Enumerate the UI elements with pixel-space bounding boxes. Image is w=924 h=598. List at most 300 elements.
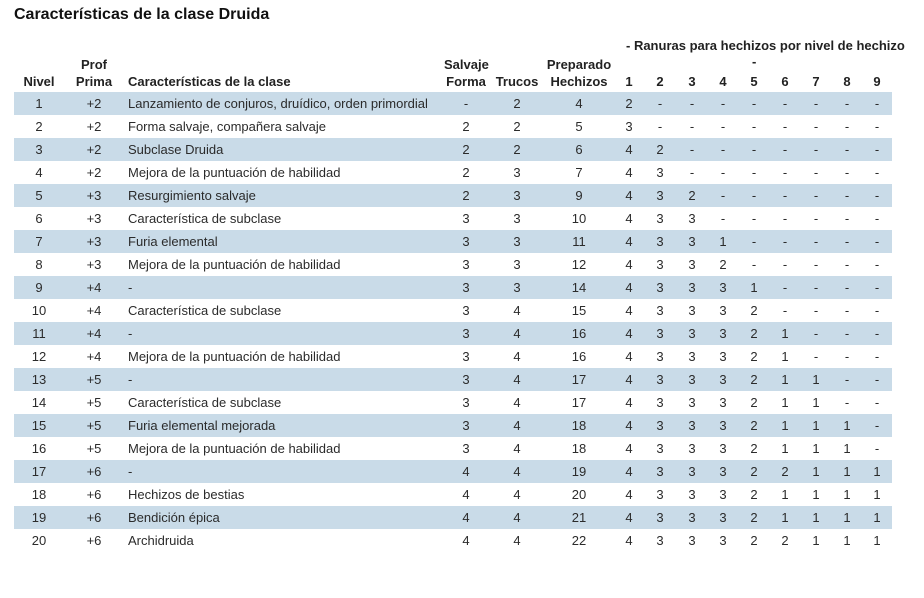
features-cell: Archidruida: [124, 529, 442, 552]
proficiency-cell: +3: [64, 207, 124, 230]
wild-shape-cell: -: [442, 92, 490, 115]
spell-slot-cell: -: [832, 115, 862, 138]
spell-slot-cell: 2: [738, 299, 770, 322]
spell-slot-cell: 3: [708, 322, 738, 345]
level-cell: 3: [14, 138, 64, 161]
proficiency-cell: +3: [64, 184, 124, 207]
spell-slot-cell: 3: [676, 414, 708, 437]
header-slot-level: 5: [750, 74, 758, 89]
wild-shape-cell: 2: [442, 138, 490, 161]
features-cell: -: [124, 322, 442, 345]
proficiency-cell: +5: [64, 368, 124, 391]
spell-slot-cell: -: [832, 161, 862, 184]
spell-slot-cell: 3: [676, 368, 708, 391]
spell-slot-cell: 4: [614, 322, 644, 345]
spell-slot-cell: -: [800, 161, 832, 184]
spell-slot-cell: 3: [708, 506, 738, 529]
prepared-spells-cell: 18: [544, 437, 614, 460]
spell-slot-cell: -: [676, 92, 708, 115]
table-row: [14, 483, 892, 506]
table-header-row: [14, 56, 892, 92]
wild-shape-cell: 4: [442, 529, 490, 552]
spell-slot-cell: 4: [614, 414, 644, 437]
spell-slot-cell: -: [832, 230, 862, 253]
druid-class-table: [14, 56, 892, 552]
spell-slot-cell: 4: [614, 253, 644, 276]
table-row: [14, 299, 892, 322]
spell-slot-cell: -: [862, 322, 892, 345]
spell-slot-cell: -: [738, 92, 770, 115]
spell-slot-cell: -: [832, 92, 862, 115]
spell-slot-cell: 1: [800, 483, 832, 506]
spell-slot-cell: -: [800, 138, 832, 161]
features-cell: -: [124, 276, 442, 299]
spell-slot-cell: -: [770, 207, 800, 230]
spell-slot-cell: 1: [770, 368, 800, 391]
spell-slot-cell: 2: [738, 460, 770, 483]
spell-slot-cell: 3: [708, 529, 738, 552]
spell-slot-cell: 3: [676, 230, 708, 253]
wild-shape-cell: 2: [442, 184, 490, 207]
prepared-spells-cell: 15: [544, 299, 614, 322]
level-cell: 15: [14, 414, 64, 437]
spell-slot-cell: 3: [676, 253, 708, 276]
spell-slot-cell: 3: [644, 345, 676, 368]
spell-slot-cell: 1: [832, 506, 862, 529]
table-row: [14, 115, 892, 138]
spell-slot-cell: 2: [738, 345, 770, 368]
spell-slot-cell: 1: [800, 460, 832, 483]
spell-slot-cell: -: [770, 161, 800, 184]
spell-slot-cell: 3: [676, 483, 708, 506]
spell-slot-cell: 3: [676, 322, 708, 345]
cantrips-cell: 3: [490, 207, 544, 230]
spell-slot-cell: -: [708, 92, 738, 115]
prepared-spells-cell: 5: [544, 115, 614, 138]
prepared-spells-cell: 18: [544, 414, 614, 437]
spell-slot-cell: 1: [832, 460, 862, 483]
spell-slot-cell: 4: [614, 207, 644, 230]
features-cell: Mejora de la puntuación de habilidad: [124, 161, 442, 184]
spell-slot-cell: 3: [644, 368, 676, 391]
wild-shape-cell: 3: [442, 345, 490, 368]
cantrips-cell: 4: [490, 299, 544, 322]
prepared-spells-cell: 17: [544, 368, 614, 391]
level-cell: 2: [14, 115, 64, 138]
prepared-spells-cell: 6: [544, 138, 614, 161]
spell-slot-cell: 1: [832, 437, 862, 460]
wild-shape-cell: 3: [442, 391, 490, 414]
cantrips-cell: 4: [490, 345, 544, 368]
proficiency-cell: +6: [64, 483, 124, 506]
spell-slot-cell: -: [862, 345, 892, 368]
table-row: [14, 345, 892, 368]
spell-slot-cell: 1: [738, 276, 770, 299]
spell-slot-cell: 3: [676, 506, 708, 529]
header-slot-level: 3: [688, 74, 696, 89]
spell-slot-cell: -: [832, 368, 862, 391]
spell-slot-cell: -: [862, 253, 892, 276]
spell-slot-cell: 3: [708, 483, 738, 506]
spell-slot-cell: 3: [676, 460, 708, 483]
proficiency-cell: +6: [64, 460, 124, 483]
features-cell: Mejora de la puntuación de habilidad: [124, 345, 442, 368]
prepared-spells-cell: 9: [544, 184, 614, 207]
features-cell: Lanzamiento de conjuros, druídico, orden primordial: [124, 92, 442, 115]
table-body: [14, 92, 892, 552]
spell-slot-cell: 3: [644, 230, 676, 253]
level-cell: 10: [14, 299, 64, 322]
table-row: [14, 322, 892, 345]
level-cell: 4: [14, 161, 64, 184]
spell-slot-cell: -: [738, 230, 770, 253]
spell-slots-caption: - Ranuras para hechizos por nivel de hechizo: [626, 38, 905, 53]
spell-slot-cell: 1: [800, 506, 832, 529]
spell-slot-cell: 4: [614, 138, 644, 161]
spell-slot-cell: -: [800, 184, 832, 207]
wild-shape-cell: 4: [442, 483, 490, 506]
spell-slot-cell: -: [708, 115, 738, 138]
header-proficiency: Prof Prima: [75, 57, 113, 89]
features-cell: Mejora de la puntuación de habilidad: [124, 437, 442, 460]
spell-slot-cell: 4: [614, 299, 644, 322]
wild-shape-cell: 3: [442, 299, 490, 322]
spell-slot-cell: 3: [644, 506, 676, 529]
proficiency-cell: +6: [64, 529, 124, 552]
spell-slot-cell: -: [862, 207, 892, 230]
spell-slot-cell: -: [708, 184, 738, 207]
prepared-spells-cell: 4: [544, 92, 614, 115]
spell-slot-cell: 3: [708, 299, 738, 322]
header-features: Características de la clase: [128, 74, 291, 89]
header-wild-shape: Salvaje Forma: [444, 57, 489, 89]
header-cantrips: Trucos: [495, 74, 539, 89]
spell-slot-cell: 3: [676, 529, 708, 552]
features-cell: -: [124, 368, 442, 391]
spell-slot-cell: 3: [644, 161, 676, 184]
proficiency-cell: +5: [64, 414, 124, 437]
spell-slot-cell: -: [708, 138, 738, 161]
spell-slot-cell: -: [738, 115, 770, 138]
level-cell: 12: [14, 345, 64, 368]
spell-slot-cell: 3: [644, 437, 676, 460]
spell-slot-cell: -: [862, 391, 892, 414]
cantrips-cell: 4: [490, 483, 544, 506]
spell-slot-cell: 2: [738, 414, 770, 437]
level-cell: 17: [14, 460, 64, 483]
prepared-spells-cell: 7: [544, 161, 614, 184]
spell-slot-cell: 4: [614, 184, 644, 207]
level-cell: 18: [14, 483, 64, 506]
spell-slot-cell: 1: [832, 529, 862, 552]
wild-shape-cell: 3: [442, 230, 490, 253]
spell-slot-cell: 3: [644, 414, 676, 437]
spell-slot-cell: 2: [738, 506, 770, 529]
header-slot-level: 2: [656, 74, 664, 89]
cantrips-cell: 4: [490, 391, 544, 414]
proficiency-cell: +2: [64, 138, 124, 161]
spell-slot-cell: -: [770, 115, 800, 138]
spell-slot-cell: -: [832, 391, 862, 414]
level-cell: 20: [14, 529, 64, 552]
proficiency-cell: +3: [64, 230, 124, 253]
spell-slot-cell: 1: [832, 414, 862, 437]
spell-slot-cell: -: [832, 207, 862, 230]
spell-slot-cell: 1: [862, 460, 892, 483]
spell-slot-cell: 3: [644, 322, 676, 345]
spell-slot-cell: 3: [614, 115, 644, 138]
header-level: Nivel: [23, 74, 55, 89]
cantrips-cell: 4: [490, 529, 544, 552]
prepared-spells-cell: 22: [544, 529, 614, 552]
spell-slot-cell: -: [862, 184, 892, 207]
spell-slot-cell: 3: [708, 391, 738, 414]
prepared-spells-cell: 11: [544, 230, 614, 253]
proficiency-cell: +2: [64, 92, 124, 115]
proficiency-cell: +2: [64, 161, 124, 184]
table-row: [14, 368, 892, 391]
proficiency-cell: +4: [64, 276, 124, 299]
spell-slot-cell: 2: [644, 138, 676, 161]
spell-slot-cell: 1: [800, 529, 832, 552]
table-row: [14, 184, 892, 207]
header-slot-level: 7: [812, 74, 820, 89]
spell-slot-cell: 4: [614, 368, 644, 391]
table-row: [14, 207, 892, 230]
spell-slot-cell: 3: [676, 345, 708, 368]
spell-slot-cell: -: [708, 161, 738, 184]
prepared-spells-cell: 19: [544, 460, 614, 483]
page-title: Características de la clase Druida: [14, 6, 270, 23]
wild-shape-cell: 4: [442, 460, 490, 483]
cantrips-cell: 4: [490, 322, 544, 345]
spell-slot-cell: -: [738, 253, 770, 276]
header-slot-level: 1: [625, 74, 633, 89]
spell-slot-cell: -: [862, 368, 892, 391]
spell-slot-cell: -: [800, 299, 832, 322]
table-row: [14, 230, 892, 253]
spell-slot-cell: -: [644, 92, 676, 115]
proficiency-cell: +6: [64, 506, 124, 529]
table-row: [14, 529, 892, 552]
spell-slot-cell: -: [862, 276, 892, 299]
spell-slot-cell: -: [800, 92, 832, 115]
spell-slot-cell: 4: [614, 483, 644, 506]
spell-slot-cell: 4: [614, 437, 644, 460]
spell-slot-cell: 2: [708, 253, 738, 276]
header-slot-level: 9: [873, 74, 881, 89]
spell-slot-cell: 1: [708, 230, 738, 253]
cantrips-cell: 3: [490, 230, 544, 253]
cantrips-cell: 2: [490, 92, 544, 115]
spell-slot-cell: 1: [800, 368, 832, 391]
spell-slot-cell: 3: [708, 460, 738, 483]
spell-slot-cell: -: [676, 138, 708, 161]
features-cell: Resurgimiento salvaje: [124, 184, 442, 207]
spell-slot-cell: 2: [738, 391, 770, 414]
proficiency-cell: +2: [64, 115, 124, 138]
spell-slot-cell: 3: [644, 207, 676, 230]
wild-shape-cell: 4: [442, 506, 490, 529]
spell-slot-cell: 2: [676, 184, 708, 207]
prepared-spells-cell: 21: [544, 506, 614, 529]
spell-slot-cell: 2: [770, 529, 800, 552]
spell-slot-cell: 1: [832, 483, 862, 506]
spell-slot-cell: -: [862, 299, 892, 322]
table-row: [14, 391, 892, 414]
proficiency-cell: +3: [64, 253, 124, 276]
level-cell: 16: [14, 437, 64, 460]
spell-slot-cell: -: [738, 184, 770, 207]
spell-slot-cell: -: [738, 161, 770, 184]
spell-slot-cell: -: [832, 299, 862, 322]
cantrips-cell: 3: [490, 161, 544, 184]
spell-slot-cell: 1: [800, 391, 832, 414]
header-slot-level: 4: [719, 74, 727, 89]
spell-slot-cell: -: [862, 115, 892, 138]
level-cell: 7: [14, 230, 64, 253]
wild-shape-cell: 3: [442, 414, 490, 437]
spell-slot-cell: 3: [644, 253, 676, 276]
spell-slot-cell: 3: [676, 299, 708, 322]
level-cell: 5: [14, 184, 64, 207]
spell-slot-cell: 2: [738, 368, 770, 391]
cantrips-cell: 4: [490, 437, 544, 460]
spell-slot-cell: 3: [644, 184, 676, 207]
spell-slot-cell: 3: [676, 391, 708, 414]
cantrips-cell: 4: [490, 368, 544, 391]
level-cell: 6: [14, 207, 64, 230]
prepared-spells-cell: 16: [544, 322, 614, 345]
spell-slot-cell: -: [832, 276, 862, 299]
spell-slot-cell: 1: [770, 345, 800, 368]
spell-slot-cell: -: [770, 92, 800, 115]
cantrips-cell: 4: [490, 460, 544, 483]
spell-slot-cell: 4: [614, 506, 644, 529]
spell-slot-cell: 4: [614, 529, 644, 552]
spell-slot-cell: 3: [644, 299, 676, 322]
spell-slot-cell: 4: [614, 460, 644, 483]
level-cell: 1: [14, 92, 64, 115]
header-slot-level: 8: [843, 74, 851, 89]
spell-slot-cell: 1: [800, 414, 832, 437]
spell-slot-cell: -: [862, 437, 892, 460]
spell-slot-cell: 1: [770, 506, 800, 529]
table-row: [14, 437, 892, 460]
features-cell: Subclase Druida: [124, 138, 442, 161]
spell-slot-cell: -: [800, 322, 832, 345]
spell-slot-cell: 3: [676, 437, 708, 460]
proficiency-cell: +5: [64, 391, 124, 414]
spell-slot-cell: -: [800, 207, 832, 230]
cantrips-cell: 2: [490, 138, 544, 161]
wild-shape-cell: 2: [442, 161, 490, 184]
level-cell: 14: [14, 391, 64, 414]
spell-slot-cell: -: [770, 184, 800, 207]
spell-slot-cell: 3: [708, 345, 738, 368]
spell-slot-cell: 3: [676, 276, 708, 299]
spell-slot-cell: -: [862, 92, 892, 115]
cantrips-cell: 2: [490, 115, 544, 138]
features-cell: Furia elemental mejorada: [124, 414, 442, 437]
spell-slot-cell: 3: [644, 483, 676, 506]
table-row: [14, 253, 892, 276]
spell-slot-cell: 4: [614, 230, 644, 253]
spell-slot-cell: -: [676, 161, 708, 184]
spell-slot-cell: -: [862, 161, 892, 184]
level-cell: 9: [14, 276, 64, 299]
spell-slot-cell: -: [708, 207, 738, 230]
spell-slot-cell: 1: [770, 483, 800, 506]
spell-slot-cell: 2: [738, 529, 770, 552]
spell-slot-cell: -: [862, 414, 892, 437]
spell-slot-cell: -: [862, 230, 892, 253]
spell-slot-cell: 3: [644, 529, 676, 552]
spell-slot-cell: 2: [738, 483, 770, 506]
spell-slot-cell: -: [832, 184, 862, 207]
proficiency-cell: +4: [64, 299, 124, 322]
spell-slot-cell: -: [676, 115, 708, 138]
spell-slot-cell: 3: [708, 368, 738, 391]
prepared-spells-cell: 16: [544, 345, 614, 368]
spell-slot-cell: 3: [644, 276, 676, 299]
wild-shape-cell: 3: [442, 368, 490, 391]
spell-slot-cell: 3: [708, 276, 738, 299]
cantrips-cell: 3: [490, 276, 544, 299]
wild-shape-cell: 3: [442, 437, 490, 460]
features-cell: Forma salvaje, compañera salvaje: [124, 115, 442, 138]
wild-shape-cell: 3: [442, 322, 490, 345]
spell-slot-cell: 2: [738, 437, 770, 460]
prepared-spells-cell: 20: [544, 483, 614, 506]
features-cell: Furia elemental: [124, 230, 442, 253]
spell-slot-cell: -: [800, 115, 832, 138]
spell-slot-cell: -: [770, 276, 800, 299]
spell-slot-cell: 2: [614, 92, 644, 115]
spell-slot-cell: 2: [770, 460, 800, 483]
spell-slot-cell: -: [832, 345, 862, 368]
cantrips-cell: 4: [490, 414, 544, 437]
header-prepared-spells: Preparado Hechizos: [546, 57, 612, 89]
spell-slot-cell: -: [862, 138, 892, 161]
spell-slot-cell: -: [800, 253, 832, 276]
spell-slot-cell: 1: [770, 414, 800, 437]
spell-slot-cell: -: [800, 276, 832, 299]
features-cell: Bendición épica: [124, 506, 442, 529]
spell-slot-cell: 3: [708, 414, 738, 437]
spell-slot-cell: -: [832, 253, 862, 276]
features-cell: Característica de subclase: [124, 391, 442, 414]
spell-slot-cell: -: [738, 207, 770, 230]
wild-shape-cell: 3: [442, 276, 490, 299]
prepared-spells-cell: 14: [544, 276, 614, 299]
features-cell: Característica de subclase: [124, 299, 442, 322]
spell-slot-cell: 4: [614, 391, 644, 414]
spell-slots-caption-dash: -: [752, 54, 757, 69]
spell-slot-cell: -: [770, 253, 800, 276]
spell-slot-cell: 1: [770, 322, 800, 345]
prepared-spells-cell: 12: [544, 253, 614, 276]
spell-slot-cell: -: [644, 115, 676, 138]
table-row: [14, 414, 892, 437]
wild-shape-cell: 2: [442, 115, 490, 138]
spell-slot-cell: 1: [770, 391, 800, 414]
cantrips-cell: 4: [490, 506, 544, 529]
table-row: [14, 138, 892, 161]
header-slot-level: 6: [781, 74, 789, 89]
table-row: [14, 161, 892, 184]
spell-slot-cell: 3: [644, 391, 676, 414]
